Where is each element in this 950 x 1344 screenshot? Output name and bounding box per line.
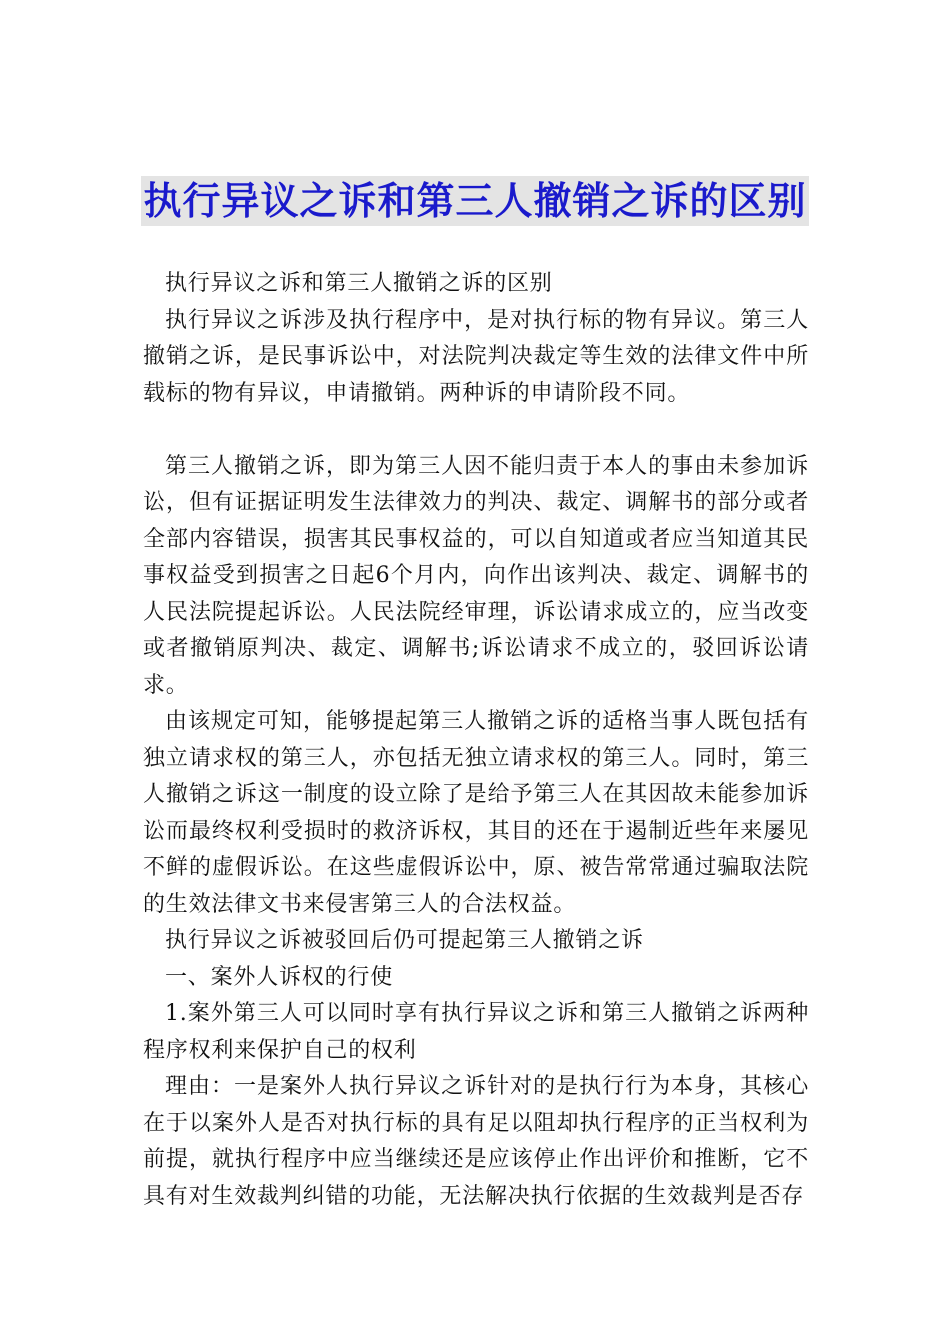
section-heading: 一、案外人诉权的行使	[165, 964, 394, 990]
blank-line	[143, 412, 809, 449]
paragraph: 第三人撤销之诉，即为第三人因不能归责于本人的事由未参加诉讼，但有证据证明发生法律效力的判决、裁定、调解书的部分或者全部内容错误，损害其民事权益的，可以自知道或者应当知道其民事权益受到损害之日起6个月内，向作出该判决、裁定、调解书的人民法院提起诉讼。人民法院经审理，诉讼请求成立的，应当改变或者撤销原判决、裁定、调解书;诉讼请求不成立的，驳回诉讼请求。	[143, 453, 809, 698]
paragraph: 理由：一是案外人执行异议之诉针对的是执行行为本身，其核心在于以案外人是否对执行标的具有足以阻却执行程序的正当权利为前提，就执行程序中应当继续还是应该停止作出评价和推断，它不具有对生效裁判纠错的功能，无法解决执行依据的生效裁判是否存	[143, 1074, 809, 1209]
document-title: 执行异议之诉和第三人撤销之诉的区别	[141, 176, 808, 226]
paragraph: 1.案外第三人可以同时享有执行异议之诉和第三人撤销之诉两种程序权利来保护自己的权利	[143, 1001, 809, 1063]
paragraph-subtitle: 执行异议之诉和第三人撤销之诉的区别	[165, 271, 553, 296]
paragraph-heading: 执行异议之诉被驳回后仍可提起第三人撤销之诉	[165, 928, 644, 953]
document-body	[143, 266, 809, 1215]
paragraph: 执行异议之诉涉及执行程序中，是对执行标的物有异议。第三人撤销之诉，是民事诉讼中，对法院判决裁定等生效的法律文件中所载标的物有异议，申请撤销。两种诉的申请阶段不同。	[143, 307, 809, 406]
title-container	[0, 176, 950, 226]
paragraph: 由该规定可知，能够提起第三人撤销之诉的适格当事人既包括有独立请求权的第三人，亦包括无独立请求权的第三人。同时，第三人撤销之诉这一制度的设立除了是给予第三人在其因故未能参加诉讼而最终权利受损时的救济诉权，其目的还在于遏制近些年来屡见不鲜的虚假诉讼。在这些虚假诉讼中，原、被告常常通过骗取法院的生效法律文书来侵害第三人的合法权益。	[143, 709, 809, 917]
